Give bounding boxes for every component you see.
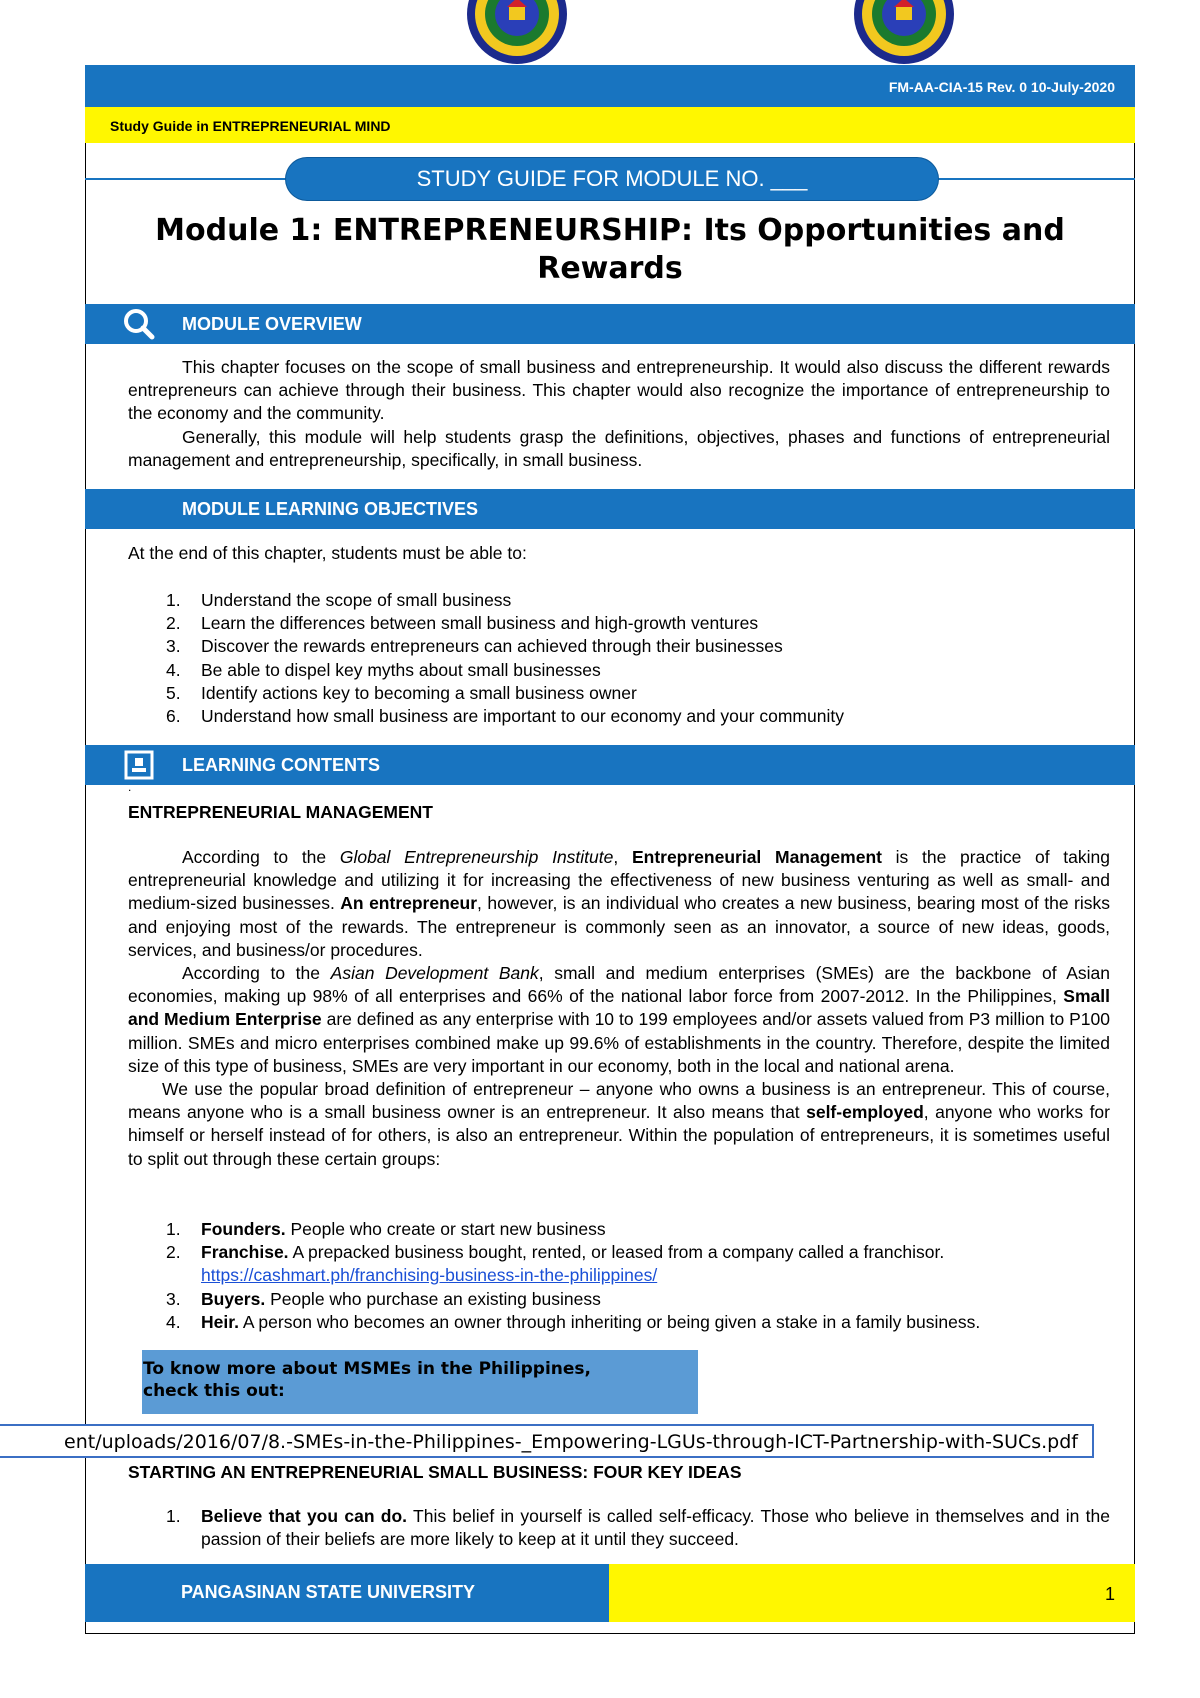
top-header-bar: [85, 65, 1135, 107]
university-seal-right: [852, 0, 956, 66]
study-guide-label: Study Guide in ENTREPRENEURIAL MIND: [110, 118, 391, 134]
key-ideas-list: [128, 1505, 1110, 1551]
objectives-section-bar: [85, 489, 1135, 529]
overview-paragraph-2: Generally, this module will help students grasp the definitions, objectives, phases and functions of entrepreneurial management and entrepreneurship, specifically, in small business.: [128, 426, 1110, 470]
objectives-list: [128, 589, 1110, 728]
guide-title: STUDY GUIDE FOR MODULE NO. ___: [416, 166, 808, 191]
page-number: 1: [1104, 1584, 1115, 1604]
four-key-ideas-heading: STARTING AN ENTREPRENEURIAL SMALL BUSINESS: FOUR KEY IDEAS: [128, 1462, 742, 1482]
msme-url-box[interactable]: [0, 1424, 1094, 1458]
contents-section-bar: [85, 745, 1135, 785]
franchising-link[interactable]: https://cashmart.ph/franchising-business-in-the-philippines/: [201, 1265, 658, 1286]
overview-section-bar: [85, 304, 1135, 344]
contents-heading: LEARNING CONTENTS: [182, 755, 380, 775]
list-item: 1. Believe that you can do. This belief in yourself is called self-efficacy. Those who believe in themselves and in the passion of their beliefs are more likely to keep at it until they succeed.: [166, 1506, 1111, 1550]
msme-callout-text: To know more about MSMEs in the Philippines, check this out:: [143, 1359, 592, 1401]
contents-paragraph-2: According to the Asian Development Bank, small and medium enterprises (SMEs) are the backbone of Asian economies, making up 98% of all enterprises and 66% of the national labor force from 2007-2012. In the Philippines, Small and Medium Enterprise are defined as any enterprise with 10 to 199 employees and/or assets valued from P3 million to P100 million. SMEs and micro enterprises combined make up 99.6% of establishments in the country. Therefore, despite the limited size of this type of business, SMEs are very important in our economy, both in the local and national arena.: [128, 963, 1111, 1076]
list-item: 2. Learn the differences between small business and high-growth ventures: [166, 613, 759, 634]
list-item: 1. Understand the scope of small business: [166, 590, 512, 610]
overview-paragraph-1: This chapter focuses on the scope of small business and entrepreneurship. It would also discuss the different rewards entrepreneurs can achieve through their business. This chapter would also recognize the importance of entrepreneurship to the economy and the community.: [128, 357, 1110, 424]
contents-paragraph-1: According to the Global Entrepreneurship Institute, Entrepreneurial Management is the practice of taking entrepreneurial knowledge and utilizing it for increasing the effectiveness of new business venturing as well as small- and medium-sized businesses. An entrepreneur, however, is an individual who creates a new business, bearing most of the risks and enjoying most of the rewards. The entrepreneur is commonly seen as an innovator, a source of new ideas, goods, services, and business/or procedures.: [128, 847, 1111, 960]
list-item: 1. Founders. People who create or start new business: [166, 1219, 606, 1239]
msme-callout: [142, 1350, 698, 1414]
magnifier-icon: [123, 308, 155, 340]
footer-university-bar: [85, 1564, 609, 1622]
entrepreneurial-management-heading: ENTREPRENEURIAL MANAGEMENT: [128, 802, 433, 822]
document-icon: [123, 749, 155, 781]
msme-url[interactable]: ent/uploads/2016/07/8.-SMEs-in-the-Philippines-_Empowering-LGUs-through-ICT-Partnership-with-SUCs.pdf: [64, 1431, 1078, 1453]
guide-title-pill: [286, 158, 938, 200]
contents-paragraph-3: We use the popular broad definition of entrepreneur – anyone who owns a business is an entrepreneur. This of course, means anyone who is a small business owner is an entrepreneur. It also means that self-employed, anyone who works for himself or herself instead of for others, is also an entrepreneur. Within the population of entrepreneurs, it is sometimes useful to split out through these certain groups:: [128, 1079, 1110, 1169]
list-item: 4. Heir. A person who becomes an owner through inheriting or being given a stake in a family business.: [166, 1311, 981, 1332]
university-name: PANGASINAN STATE UNIVERSITY: [181, 1582, 476, 1602]
list-item: 5. Identify actions key to becoming a small business owner: [166, 682, 637, 703]
overview-text: [128, 356, 1110, 472]
module-title: Module 1: ENTREPRENEURSHIP: Its Opportunities and Rewards: [155, 213, 1065, 286]
entrepreneur-groups-list: [128, 1218, 1110, 1334]
objectives-intro: At the end of this chapter, students must be able to:: [128, 543, 527, 563]
university-seal-left: [465, 0, 569, 66]
stray-dot: .: [128, 780, 132, 794]
footer-page-bar: [609, 1564, 1135, 1622]
contents-text: [128, 846, 1110, 1171]
form-code: FM-AA-CIA-15 Rev. 0 10-July-2020: [888, 79, 1115, 95]
list-item: 3. Buyers. People who purchase an existing business: [166, 1288, 601, 1309]
list-item: 3. Discover the rewards entrepreneurs can achieved through their businesses: [166, 636, 783, 657]
objectives-heading: MODULE LEARNING OBJECTIVES: [182, 499, 479, 519]
overview-heading: MODULE OVERVIEW: [182, 314, 362, 334]
list-item: 2. Franchise. A prepacked business bought, rented, or leased from a company called a franchisor. https://cashmart.ph/franchising-business-in-the-philippines/: [166, 1242, 945, 1286]
list-item: 6. Understand how small business are important to our economy and your community: [166, 706, 844, 727]
list-item: 4. Be able to dispel key myths about small businesses: [166, 659, 601, 680]
study-guide-bar: [85, 107, 1135, 143]
